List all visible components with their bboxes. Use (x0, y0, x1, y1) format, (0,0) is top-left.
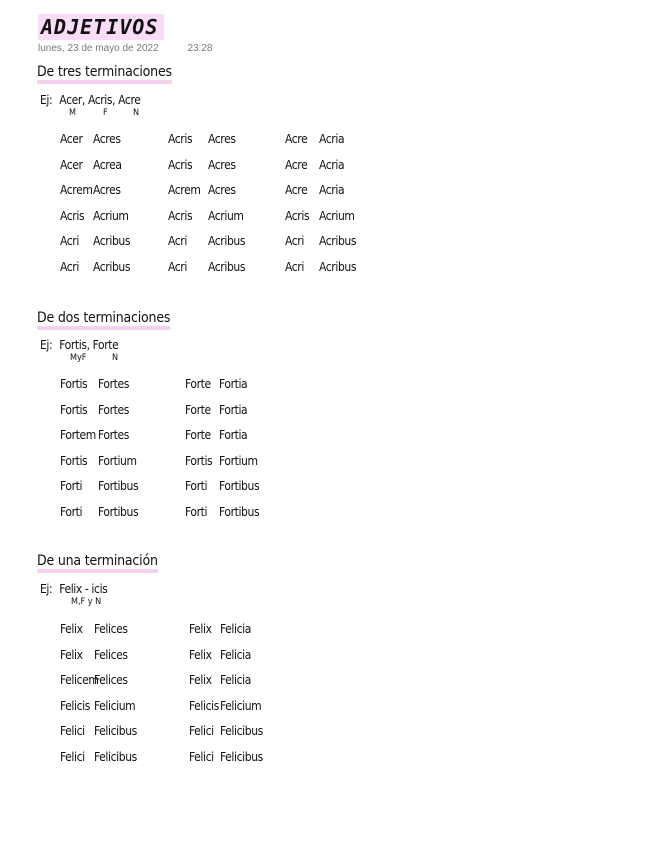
singular-form: Felicis (189, 698, 219, 713)
plural-form: Acribus (319, 260, 357, 274)
singular-form: Fortis (185, 453, 213, 468)
plural-form: Felicium (220, 698, 262, 713)
plural-form: Felicibus (94, 750, 137, 764)
plural-form: Felicia (220, 622, 251, 636)
singular-form: Forti (185, 505, 208, 519)
singular-form: Felicem (60, 673, 99, 688)
singular-form: Felix (189, 622, 212, 636)
plural-form: Acrium (208, 208, 244, 223)
plural-form: Fortibus (98, 479, 139, 494)
singular-form: Acri (285, 260, 304, 274)
page-meta (38, 43, 212, 54)
singular-form: Acrem (60, 183, 93, 198)
plural-form: Acria (319, 132, 345, 146)
singular-form: Forti (60, 505, 83, 519)
section-heading-una: De una terminación (37, 553, 158, 573)
singular-form: Acri (60, 234, 79, 249)
section-heading-tres: De tres terminaciones (37, 64, 172, 84)
plural-form: Fortium (98, 453, 137, 468)
plural-form: Acres (208, 157, 236, 172)
plural-form: Acribus (208, 260, 246, 274)
singular-form: Acris (60, 208, 85, 223)
plural-form: Felices (94, 673, 128, 688)
plural-form: Fortia (219, 402, 248, 417)
singular-form: Forti (60, 479, 83, 494)
singular-form: Felix (60, 622, 83, 636)
singular-form: Forti (185, 479, 208, 494)
example-words: Acer, Acris, Acre (59, 93, 141, 107)
singular-form: Felici (60, 724, 85, 739)
example-dos (40, 338, 119, 363)
plural-form: Acres (93, 132, 121, 146)
plural-form: Fortibus (98, 505, 139, 519)
plural-form: Felicibus (220, 724, 263, 739)
singular-form: Felici (60, 750, 85, 764)
plural-form: Felices (94, 647, 128, 662)
example-prefix: Ej: (40, 582, 53, 596)
plural-form: Fortes (98, 428, 129, 443)
example-tres (40, 93, 141, 118)
singular-form: Forte (185, 428, 211, 443)
singular-form: Fortis (60, 377, 88, 391)
example-una (40, 582, 108, 607)
section-heading-dos: De dos terminaciones (37, 310, 170, 330)
plural-form: Acribus (208, 234, 246, 249)
singular-form: Acris (285, 208, 310, 223)
singular-form: Felix (189, 673, 212, 688)
plural-form: Fortibus (219, 505, 260, 519)
plural-form: Felices (94, 622, 128, 636)
gender-label-myf: MyF (70, 353, 87, 363)
plural-form: Fortia (219, 377, 248, 391)
plural-form: Fortia (219, 428, 248, 443)
singular-form: Acri (60, 260, 79, 274)
singular-form: Acrem (168, 183, 201, 198)
plural-form: Fortium (219, 453, 258, 468)
singular-form: Felici (189, 724, 214, 739)
plural-form: Acrium (93, 208, 129, 223)
singular-form: Acris (168, 208, 193, 223)
plural-form: Felicibus (94, 724, 137, 739)
singular-form: Acer (60, 132, 83, 146)
singular-form: Fortis (60, 402, 88, 417)
singular-form: Forte (185, 377, 211, 391)
singular-form: Acri (285, 234, 304, 249)
plural-form: Acrea (93, 157, 122, 172)
example-words: Felix - icis (59, 582, 108, 596)
plural-form: Felicium (94, 698, 136, 713)
example-words: Fortis, Forte (59, 338, 119, 352)
plural-form: Fortes (98, 377, 129, 391)
singular-form: Acre (285, 132, 308, 146)
plural-form: Acria (319, 157, 345, 172)
plural-form: Acria (319, 183, 345, 198)
plural-form: Acres (93, 183, 121, 198)
plural-form: Acribus (93, 260, 131, 274)
page-time: 23:28 (187, 43, 213, 54)
page-title: ADJETIVOS (38, 14, 164, 40)
singular-form: Fortem (60, 428, 96, 443)
gender-label-m: M (69, 108, 76, 118)
singular-form: Acre (285, 183, 308, 198)
page-date: lunes, 23 de mayo de 2022 (38, 43, 159, 54)
plural-form: Felicibus (220, 750, 263, 764)
plural-form: Acres (208, 183, 236, 198)
plural-form: Felicia (220, 673, 251, 688)
plural-form: Acrium (319, 208, 355, 223)
singular-form: Felici (189, 750, 214, 764)
plural-form: Acres (208, 132, 236, 146)
gender-label-n: N (133, 108, 140, 118)
singular-form: Felicis (60, 698, 90, 713)
singular-form: Felix (189, 647, 212, 662)
singular-form: Acer (60, 157, 83, 172)
singular-form: Forte (185, 402, 211, 417)
plural-form: Acribus (93, 234, 131, 249)
example-prefix: Ej: (40, 338, 53, 352)
plural-form: Acribus (319, 234, 357, 249)
singular-form: Acri (168, 260, 187, 274)
singular-form: Felix (60, 647, 83, 662)
singular-form: Fortis (60, 453, 88, 468)
gender-label-f: F (103, 108, 108, 118)
plural-form: Felicia (220, 647, 251, 662)
singular-form: Acre (285, 157, 308, 172)
plural-form: Fortes (98, 402, 129, 417)
gender-label-mfn: M,F y N (71, 597, 102, 607)
singular-form: Acris (168, 157, 193, 172)
plural-form: Fortibus (219, 479, 260, 494)
example-prefix: Ej: (40, 93, 53, 107)
singular-form: Acris (168, 132, 193, 146)
singular-form: Acri (168, 234, 187, 249)
gender-label-n: N (112, 353, 119, 363)
